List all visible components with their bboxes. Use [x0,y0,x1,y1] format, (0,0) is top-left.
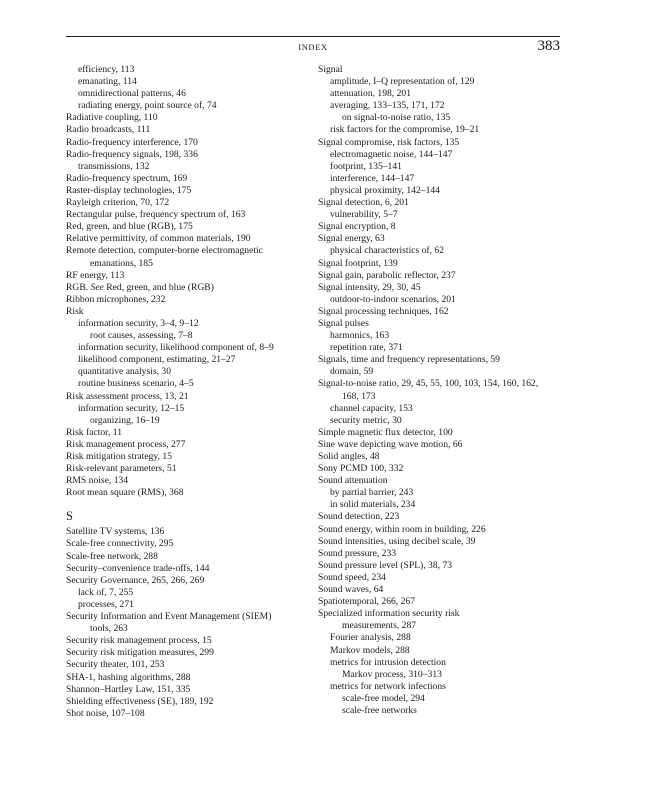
index-entry: Signal energy, 63 [318,233,385,245]
index-subentry: harmonics, 163 [330,330,390,342]
index-entry: Signal gain, parabolic reflector, 237 [318,269,456,281]
index-entry: Shot noise, 107–108 [66,707,145,719]
index-subentry: efficiency, 113 [78,64,135,75]
index-entry: Relative permittivity, of common materials, 190 [66,233,251,245]
index-entry: Red, green, and blue (RGB), 175 [66,221,193,233]
index-column-left [66,64,306,720]
index-subentry: repetition rate, 371 [330,342,403,354]
header-title: INDEX [298,42,328,52]
index-entry: Satellite TV systems, 136 [66,526,165,538]
index-subentry: in solid materials, 234 [330,499,416,511]
index-entry: Signal footprint, 139 [318,257,398,269]
index-entry: Signal processing techniques, 162 [318,305,449,317]
index-subentry: physical proximity, 142–144 [330,184,440,196]
index-subentry: lack of, 7, 255 [78,586,134,598]
index-entry: Solid angles, 48 [318,451,380,462]
index-subentry: security metric, 30 [330,414,402,426]
index-subentry: amplitude, I–Q representation of, 129 [330,76,475,88]
index-subentry: organizing, 16–19 [90,414,160,426]
index-entry: Sound pressure, 233 [318,547,397,559]
index-subentry: 168, 173 [342,390,376,402]
index-entry: Shannon–Hartley Law, 151, 335 [66,683,191,695]
index-entry: Scale-free connectivity, 295 [66,538,174,550]
index-subentry: tools, 263 [90,623,128,635]
index-subentry: quantitative analysis, 30 [78,366,171,378]
index-entry: Spatiotemporal, 266, 267 [318,596,415,608]
index-entry: Sound speed, 234 [318,571,386,583]
index-entry: SHA-1, hashing algorithms, 288 [66,671,191,683]
index-entry: Radio-frequency interference, 170 [66,136,198,148]
index-subentry: routine business scenario, 4–5 [78,378,194,390]
index-entry: Security–convenience trade-offs, 144 [66,562,210,574]
index-subentry: risk factors for the compromise, 19–21 [330,124,480,136]
index-entry: Specialized information security risk [318,608,460,620]
index-subentry: transmissions, 132 [78,160,150,172]
index-subentry: radiating energy, point source of, 74 [78,100,217,112]
index-subentry: Markov process, 310–313 [342,668,442,680]
index-subentry: information security, likelihood component of, 8–9 [78,342,274,354]
index-subentry: scale-free networks [342,704,417,716]
index-entry: Signal compromise, risk factors, 135 [318,136,460,148]
index-column-right [318,64,563,717]
index-subentry: emanating, 114 [78,76,137,88]
index-subentry: Fourier analysis, 288 [330,632,411,644]
index-entry: Remote detection, computer-borne electromagnetic [66,245,263,257]
index-subentry: channel capacity, 153 [330,402,413,414]
index-entry: Rayleigh criterion, 70, 172 [66,197,170,209]
index-subentry: domain, 59 [330,366,374,378]
index-subentry: metrics for intrusion detection [330,656,446,668]
index-subentry: averaging, 133–135, 171, 172 [330,100,445,112]
index-entry: RMS noise, 134 [66,475,129,487]
index-entry: Signal intensity, 29, 30, 45 [318,281,421,293]
index-subentry: processes, 271 [78,598,134,610]
index-entry: Sound detection, 223 [318,511,400,523]
index-entry: Root mean square (RMS), 368 [66,487,184,499]
index-entry: Sound intensities, using decibel scale, 39 [318,535,476,547]
index-entry: Risk factor, 11 [66,426,123,438]
index-subentry: attenuation, 198, 201 [330,88,411,100]
index-subentry: electromagnetic noise, 144–147 [330,148,453,160]
index-entry: Ribbon microphones, 232 [66,293,166,305]
index-entry: Raster-display technologies, 175 [66,184,192,196]
index-entry: Security Governance, 265, 266, 269 [66,574,205,586]
index-entry: Radiative coupling, 110 [66,112,158,124]
index-entry: Security risk mitigation measures, 299 [66,647,214,659]
index-entry: Sound energy, within room in building, 226 [318,523,486,535]
index-subentry: footprint, 135–141 [330,160,402,172]
index-entry: Signal pulses [318,317,369,329]
index-entry: Sound pressure level (SPL), 38, 73 [318,559,453,571]
index-entry: Sine wave depicting wave motion, 66 [318,438,463,450]
index-entry: Sound attenuation [318,475,388,487]
index-subentry: information security, 3–4, 9–12 [78,317,199,329]
index-entry: Risk-relevant parameters, 51 [66,463,177,475]
index-entry: Rectangular pulse, frequency spectrum of, 163 [66,209,246,221]
index-entry: Signal encryption, 8 [318,221,396,233]
see-reference: See [90,281,104,293]
index-entry: Risk management process, 277 [66,438,186,450]
index-subentry: physical characteristics of, 62 [330,245,445,257]
index-subentry: emanations, 185 [90,257,153,269]
index-entry: Simple magnetic flux detector, 100 [318,426,453,438]
index-subentry: omnidirectional patterns, 46 [78,88,186,100]
index-entry: Sony PCMD 100, 332 [318,463,404,475]
index-entry: RF energy, 113 [66,269,125,281]
index-entry: Security Information and Event Management (SIEM) [66,611,272,623]
index-entry: Signal [318,64,343,75]
index-entry: Risk [66,305,84,317]
index-subentry: likelihood component, estimating, 21–27 [78,354,236,366]
index-entry: Signal detection, 6, 201 [318,197,409,209]
index-entry: Signal-to-noise ratio, 29, 45, 55, 100, 103, 154, 160, 162, [318,378,539,390]
index-subentry: on signal-to-noise ratio, 135 [342,112,451,124]
index-entry: Risk assessment process, 13, 21 [66,390,189,402]
index-subentry: measurements, 287 [342,620,417,632]
index-subentry: by partial barrier, 243 [330,487,414,499]
index-entry: Radio-frequency spectrum, 169 [66,172,188,184]
index-entry: Shielding effectiveness (SE), 189, 192 [66,695,214,707]
index-subentry: information security, 12–15 [78,402,185,414]
index-entry: RGB. See Red, green, and blue (RGB) [66,281,214,293]
index-entry: Sound waves, 64 [318,584,384,596]
index-subentry: outdoor-to-indoor scenarios, 201 [330,293,456,305]
index-subentry: vulnerability, 5–7 [330,209,398,221]
index-entry: Radio-frequency signals, 198, 336 [66,148,198,160]
index-subentry: interference, 144–147 [330,172,415,184]
index-subentry: scale-free model, 294 [342,692,425,704]
index-entry: Security risk management process, 15 [66,635,212,647]
index-entry: Risk mitigation strategy, 15 [66,451,172,462]
index-subentry: Markov models, 288 [330,644,410,656]
index-entry: Radio broadcasts, 111 [66,124,151,136]
index-entry: Scale-free network, 288 [66,550,158,562]
page-number: 383 [537,38,560,54]
section-letter: S [66,509,73,524]
index-entry: Signals, time and frequency representations, 59 [318,354,500,366]
index-subentry: metrics for network infections [330,680,446,692]
index-entry: Security theater, 101, 253 [66,659,165,671]
index-subentry: root causes, assessing, 7–8 [90,330,193,342]
running-header [66,36,560,57]
